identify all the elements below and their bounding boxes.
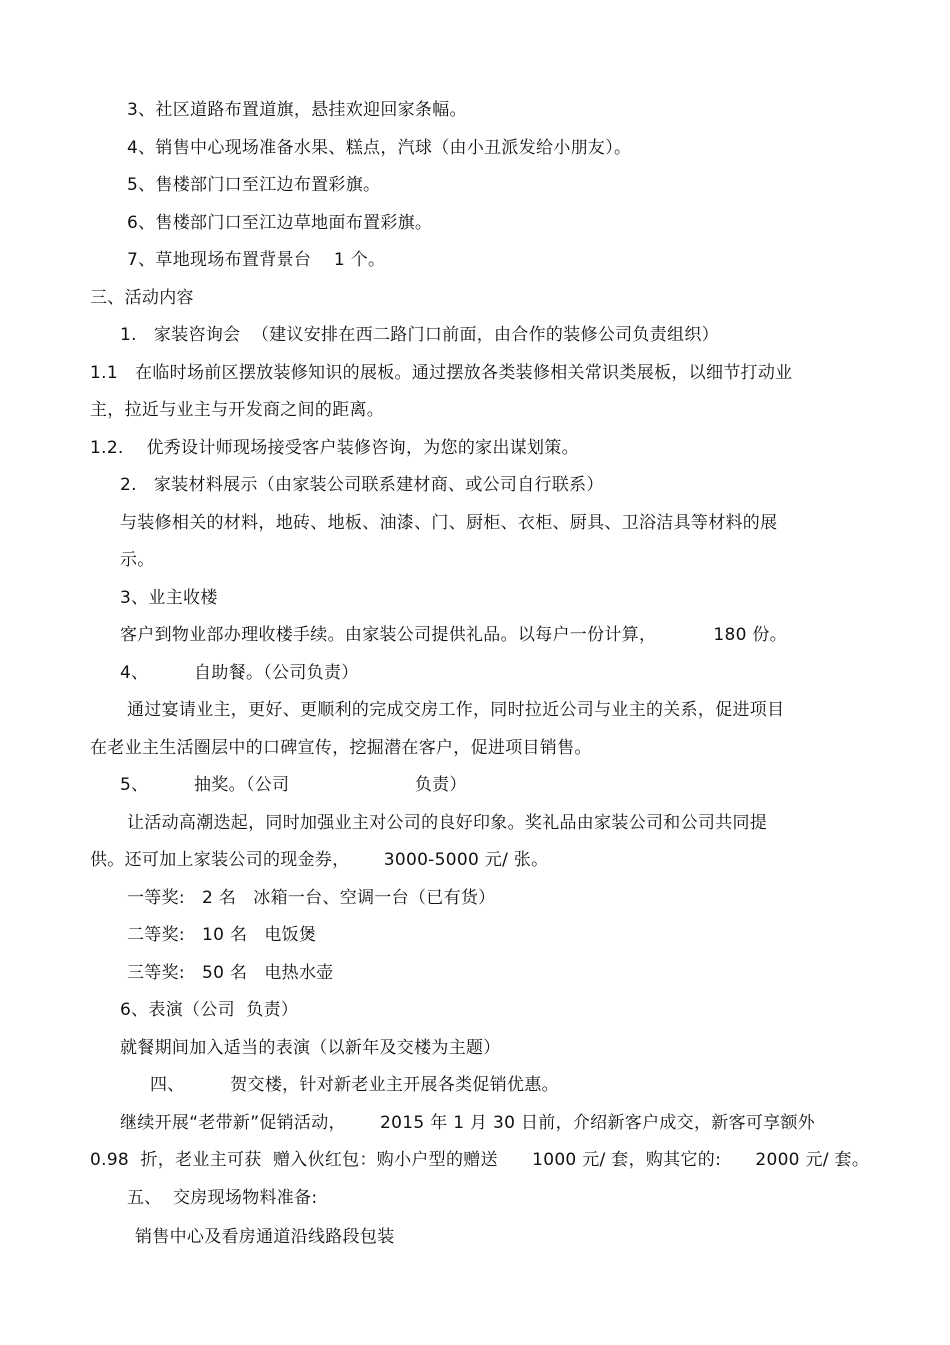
activity-4-buffet-purpose-cont: 在老业主生活圈层中的口碑宣传，挖掘潜在客户，促进项目销售。 xyxy=(90,738,592,758)
activity-6-performance-details: 就餐期间加入适当的表演（以新年及交楼为主题） xyxy=(120,1038,501,1058)
prize-first: 一等奖: 2 名 冰箱一台、空调一台（已有货） xyxy=(127,888,496,908)
activity-3-handover-details: 客户到物业部办理收楼手续。由家装公司提供礼品。以每户一份计算， 180 份。 xyxy=(120,625,787,645)
item-3-road-flags: 3、社区道路布置道旗，悬挂欢迎回家条幅。 xyxy=(127,100,467,120)
activity-1-1-display-boards: 1.1 在临时场前区摆放装修知识的展板。通过摆放各类装修相关常识类展板，以细节打动业 xyxy=(90,363,793,383)
section-4-heading: 四、 贺交楼，针对新老业主开展各类促销优惠。 xyxy=(150,1075,559,1095)
activity-4-buffet: 4、 自助餐。（公司负责） xyxy=(120,663,359,683)
promotion-referral-cont: 0.98 折，老业主可获 赠入伙红包：购小户型的赠送 1000 元/ 套，购其它的: 2000 元/ 套。 xyxy=(90,1150,870,1170)
activity-2-materials-list-end: 示。 xyxy=(120,550,155,570)
activity-1-home-decor-consulting: 1. 家装咨询会 （建议安排在西二路门口前面，由合作的装修公司负责组织） xyxy=(120,325,719,345)
item-4-sales-center-snacks: 4、销售中心现场准备水果、糕点，汽球（由小丑派发给小朋友）。 xyxy=(127,138,632,158)
section-5-heading: 五、 交房现场物料准备: xyxy=(127,1188,318,1208)
activity-2-materials-exhibition: 2. 家装材料展示（由家装公司联系建材商、或公司自行联系） xyxy=(120,475,604,495)
item-7-backdrop-stage: 7、草地现场布置背景台 1 个。 xyxy=(127,250,386,270)
section-3-heading: 三、活动内容 xyxy=(90,288,194,308)
activity-1-2-designer-consulting: 1.2. 优秀设计师现场接受客户装修咨询，为您的家出谋划策。 xyxy=(90,438,579,458)
activity-5-lottery: 5、 抽奖。（公司 负责） xyxy=(120,775,467,795)
activity-6-performance: 6、表演（公司 负责） xyxy=(120,1000,299,1020)
activity-5-lottery-voucher: 供。还可加上家装公司的现金券， 3000-5000 元/ 张。 xyxy=(90,850,549,870)
activity-4-buffet-purpose: 通过宴请业主，更好、更顺利的完成交房工作，同时拉近公司与业主的关系，促进项目 xyxy=(127,700,785,720)
activity-5-lottery-description: 让活动高潮迭起，同时加强业主对公司的良好印象。奖礼品由家装公司和公司共同提 xyxy=(127,813,768,833)
promotion-referral: 继续开展“老带新”促销活动， 2015 年 1 月 30 日前，介绍新客户成交，新客可享额外 xyxy=(120,1113,816,1133)
activity-2-materials-list: 与装修相关的材料，地砖、地板、油漆、门、厨柜、衣柜、厨具、卫浴洁具等材料的展 xyxy=(120,513,778,533)
activity-3-owner-handover: 3、业主收楼 xyxy=(120,588,218,608)
prize-third: 三等奖: 50 名 电热水壶 xyxy=(127,963,334,983)
item-6-lawn-flags: 6、售楼部门口至江边草地面布置彩旗。 xyxy=(127,213,433,233)
activity-1-1-continued: 主，拉近与业主与开发商之间的距离。 xyxy=(90,400,385,420)
materials-packaging: 销售中心及看房通道沿线路段包装 xyxy=(135,1227,395,1247)
item-5-colored-flags: 5、售楼部门口至江边布置彩旗。 xyxy=(127,175,381,195)
prize-second: 二等奖: 10 名 电饭煲 xyxy=(127,925,317,945)
